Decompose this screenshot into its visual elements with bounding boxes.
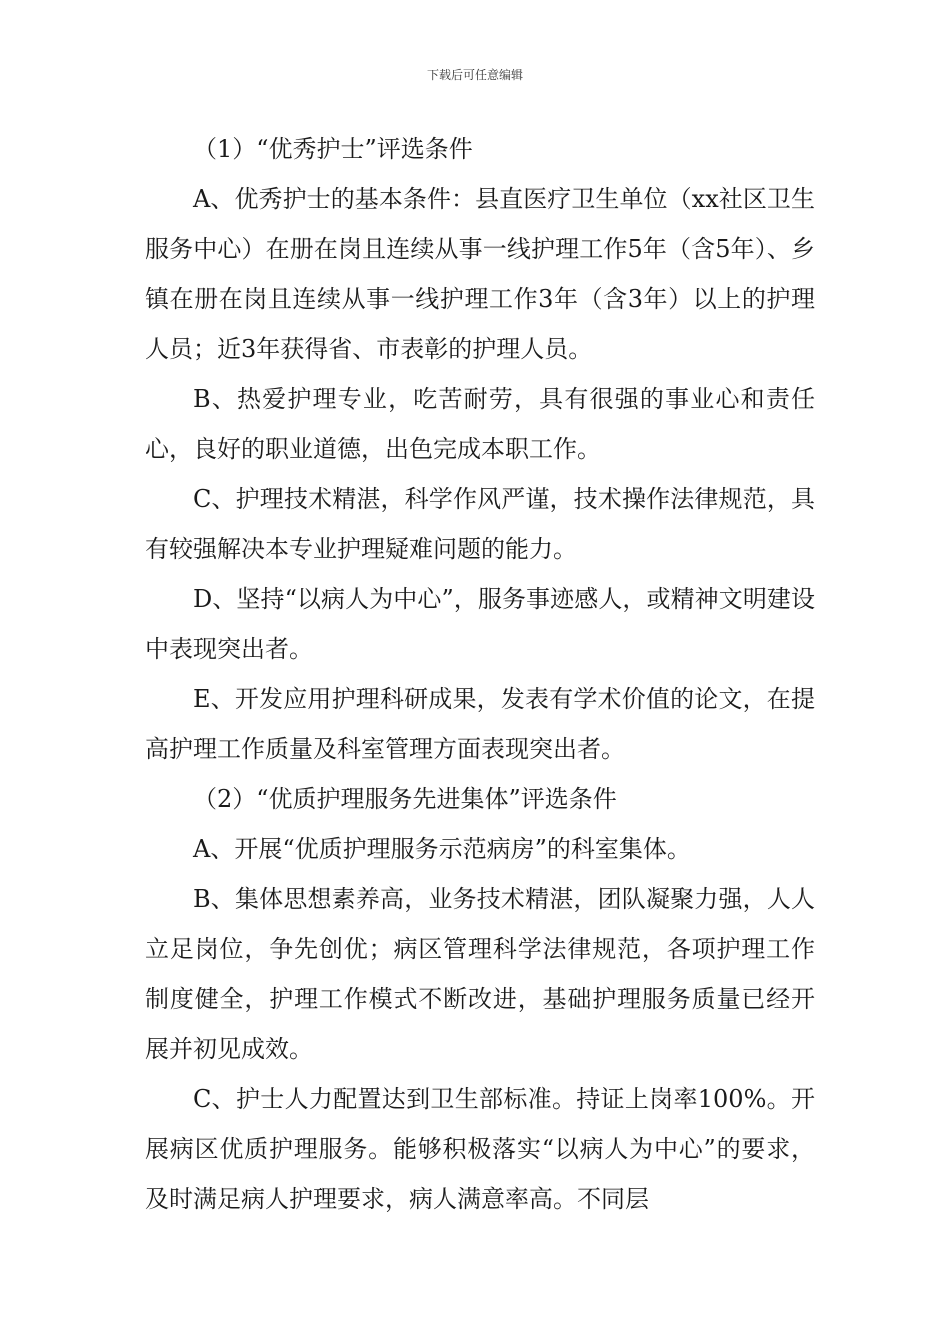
section-1-item-a: A、优秀护士的基本条件：县直医疗卫生单位（xx社区卫生服务中心）在册在岗且连续从事一线护理工作5年（含5年）、乡镇在册在岗且连续从事一线护理工作3年（含3年）以上的护理人员；近3年获得省、市表彰的护理人员。	[145, 185, 815, 363]
section-1-item-b: B、热爱护理专业，吃苦耐劳，具有很强的事业心和责任心，良好的职业道德，出色完成本职工作。	[145, 385, 815, 463]
section-2-title: （2）“优质护理服务先进集体”评选条件	[193, 785, 617, 813]
section-1-title: （1）“优秀护士”评选条件	[193, 135, 473, 163]
page-header-note: 下载后可任意编辑	[426, 68, 523, 82]
section-2-item-a: A、开展“优质护理服务示范病房”的科室集体。	[193, 835, 691, 863]
section-1-item-c: C、护理技术精湛，科学作风严谨，技术操作法律规范，具有较强解决本专业护理疑难问题的能力。	[145, 485, 815, 563]
section-1-item-d: D、坚持“以病人为中心”，服务事迹感人，或精神文明建设中表现突出者。	[145, 585, 815, 663]
document-body	[145, 124, 815, 1224]
section-2-item-c: C、护士人力配置达到卫生部标准。持证上岗率100%。开展病区优质护理服务。能够积极落实“以病人为中心”的要求，及时满足病人护理要求，病人满意率高。不同层	[145, 1085, 815, 1213]
section-2-item-b: B、集体思想素养高，业务技术精湛，团队凝聚力强，人人立足岗位，争先创优；病区管理科学法律规范，各项护理工作制度健全，护理工作模式不断改进，基础护理服务质量已经开展并初见成效。	[145, 885, 815, 1063]
section-1-item-e: E、开发应用护理科研成果，发表有学术价值的论文，在提高护理工作质量及科室管理方面表现突出者。	[145, 685, 815, 763]
